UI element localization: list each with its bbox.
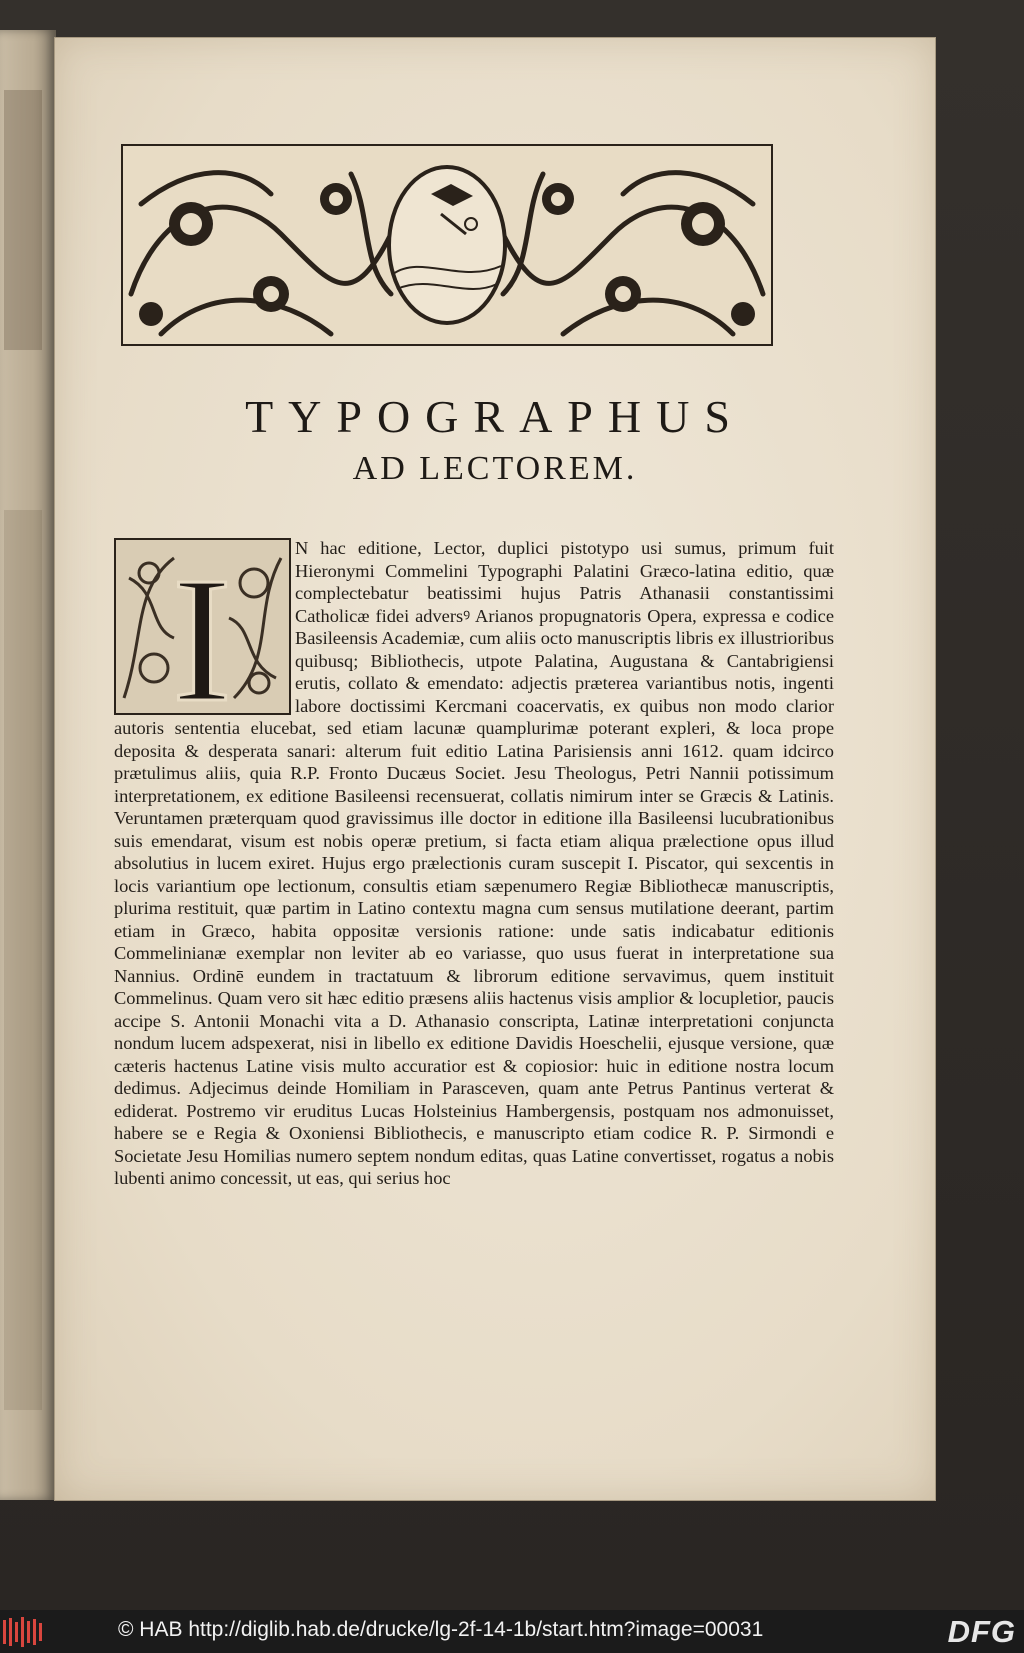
body-text <box>114 537 834 1190</box>
source-url[interactable]: © HAB http://diglib.hab.de/drucke/lg-2f-14-1b/start.htm?image=00031 <box>118 1618 764 1641</box>
book-page <box>55 38 935 1500</box>
viewer-footer <box>0 1610 1024 1653</box>
body-paragraph: N hac editione, Lector, duplici pistotypo usi sumus, primum fuit Hieronymi Commelini Typographi Palatini Græco-latina editio, quæ complectebatur beatissimi hujus Patris Athanasii constantissimi Catholicæ fidei adversꝰ Arianos propugnatoris Opera, expressa e codice Basileensis Academiæ, cum aliis octo manuscriptis libris ex illustrioribus quibusq; Bibliothecis, utpote Palatina, Augustana & Cantabrigiensi erutis, collato & emendato: adjectis præterea variantibus notis, ingenti labore doctissimi Kercmani coacervatis, ex quibus non modo clarior autoris sententia elucebat, sed etiam lacunæ quamplurimæ poterant expleri, & loca prope deposita & desperata sanari: alterum fuit editio Latina Parisiensis anni 1612. quam idcirco prætulimus aliis, quia R.P. Fronto Ducæus Societ. Jesu Theologus, Petri Nannii potissimum interpretationem, ex editione Basileensi recensuerat, collatis nimirum inter se Græcis & Latinis. Veruntamen præterquam quod gravissimus ille doctor in editione illa Basileensi lucubrationibus suis emendarat, visum est nobis operæ pretium, si facta etiam aliqua prælectione opus illud absolutius in lucem exiret. Hujus ergo prælectionis curam suscepit I. Piscator, qui sexcentis in locis variantium ope lectionum, consultis etiam sæpenumero Regiæ Bibliothecæ manuscriptis, plurima restituit, quæ partim in Latino contextu magna cum sensus mutilatione deerant, partim etiam in Græco, habita oppositæ versionis ratione: unde satis indicabatur editionis Commelinianæ exemplar non leviter ab eo variasse, quo usus fuerat in interpretatione sua Nannius. Ordinē eundem in tractatuum & librorum editione servavimus, quem instituit Commelinus. Quam vero sit hæc editio præsens aliis hactenus visis amplior & locupletior, paucis accipe S. Antonii Monachi vita a D. Athanasio conscripta, Latinæ interpretationi conjuncta nondum lucem adspexerat, nisi in libello ex editione Davidis Hoeschelii, ejusque versione, quæ cæteris hactenus Latine visis multo accuratior est & copiosior: huic in editione nostra locum dedimus. Adjecimus deinde Homiliam in Parasceven, quam ante Petrus Pantinus verterat & ediderat. Postremo vir eruditus Lucas Holsteinius Hambergensis, postquam nos admonuisset, habere se e Regia & Oxoniensi Bibliothecis, e manuscripto etiam codice R. P. Sirmondi e Societate Jesu Homilias numero septem nondum editas, quas Latine convertisset, rogatus a nobis lubenti animo concessit, ut eas, qui serius hoc <box>114 538 834 1188</box>
page-subtitle: AD LECTOREM. <box>352 450 638 487</box>
bleed-through-ornament <box>4 90 42 350</box>
svg-text:I: I <box>172 540 232 715</box>
page-title: TYPOGRAPHUS <box>245 391 745 442</box>
decorated-initial <box>114 538 291 715</box>
dfg-logo: DFG <box>947 1614 1016 1649</box>
previous-page-edge <box>0 30 56 1500</box>
bleed-through-text <box>4 510 42 1410</box>
hab-logo-icon <box>2 1616 46 1648</box>
headpiece-ornament <box>121 144 773 346</box>
